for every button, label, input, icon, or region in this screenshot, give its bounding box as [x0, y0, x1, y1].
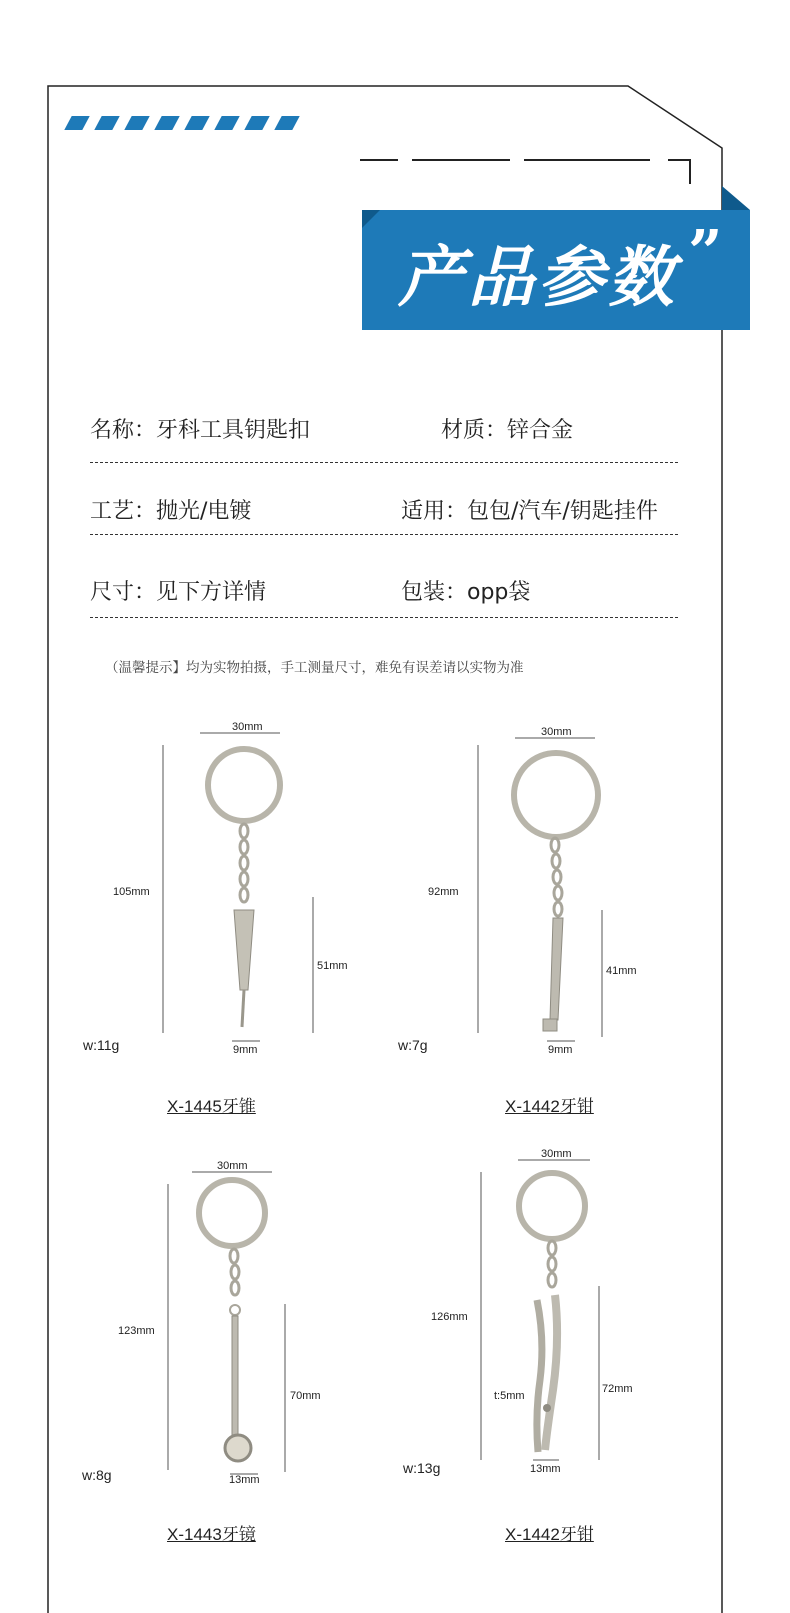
ring-width-label: 30mm: [232, 721, 263, 733]
param-usage: 适用：包包/汽车/钥匙挂件: [401, 499, 658, 524]
decorative-stripes: [64, 116, 304, 130]
decorative-line: [412, 159, 510, 161]
param-material: 材质：锌合金: [441, 418, 574, 443]
weight-label: w:8g: [82, 1467, 112, 1483]
decorative-line: [524, 159, 650, 161]
decorative-line: [360, 159, 398, 161]
product-image-mirror: [78, 1150, 378, 1560]
part-length-label: 72mm: [602, 1383, 633, 1395]
dashed-divider: [90, 462, 678, 463]
product-card: [395, 715, 695, 1125]
product-image-probe: [78, 715, 378, 1125]
weight-label: w:7g: [398, 1037, 428, 1053]
product-caption: X-1443牙镜: [167, 1525, 256, 1544]
banner-fold: [362, 210, 380, 228]
product-image-forceps: [395, 1140, 695, 1560]
product-image-handpiece: [395, 715, 695, 1125]
product-card: [78, 715, 378, 1125]
thickness-label: t:5mm: [494, 1390, 525, 1402]
quote-mark-icon: ”: [688, 218, 723, 288]
param-name: 名称：牙科工具钥匙扣: [90, 418, 311, 443]
product-caption: X-1442牙钳: [505, 1525, 594, 1544]
product-caption: X-1442牙钳: [505, 1097, 594, 1116]
total-length-label: 92mm: [428, 886, 459, 898]
ring-width-label: 30mm: [541, 726, 572, 738]
param-row: [90, 575, 680, 605]
param-row: [90, 494, 680, 524]
tip-width-label: 13mm: [530, 1463, 561, 1475]
notice-text: （温馨提示】均为实物拍摄，手工测量尺寸，难免有误差请以实物为准: [105, 660, 524, 676]
total-length-label: 105mm: [113, 886, 150, 898]
product-card: [395, 1140, 695, 1560]
title-banner: [362, 210, 750, 330]
product-caption: X-1445牙锥: [167, 1097, 256, 1116]
dashed-divider: [90, 617, 678, 618]
weight-label: w:13g: [403, 1460, 441, 1476]
total-length-label: 123mm: [118, 1325, 155, 1337]
ring-width-label: 30mm: [217, 1160, 248, 1172]
dashed-divider: [90, 534, 678, 535]
param-packaging: 包装：opp袋: [401, 580, 531, 605]
part-length-label: 41mm: [606, 965, 637, 977]
tip-width-label: 9mm: [233, 1044, 258, 1056]
total-length-label: 126mm: [431, 1311, 468, 1323]
param-process: 工艺：抛光/电镀: [90, 499, 252, 524]
part-length-label: 51mm: [317, 960, 348, 972]
tip-width-label: 13mm: [229, 1474, 260, 1486]
product-card: [78, 1150, 378, 1560]
param-size: 尺寸：见下方详情: [90, 580, 267, 605]
ring-width-label: 30mm: [541, 1148, 572, 1160]
part-length-label: 70mm: [290, 1390, 321, 1402]
tip-width-label: 9mm: [548, 1044, 573, 1056]
param-row: [90, 413, 680, 443]
page-title: 产品参数: [398, 238, 678, 316]
weight-label: w:11g: [83, 1037, 120, 1053]
